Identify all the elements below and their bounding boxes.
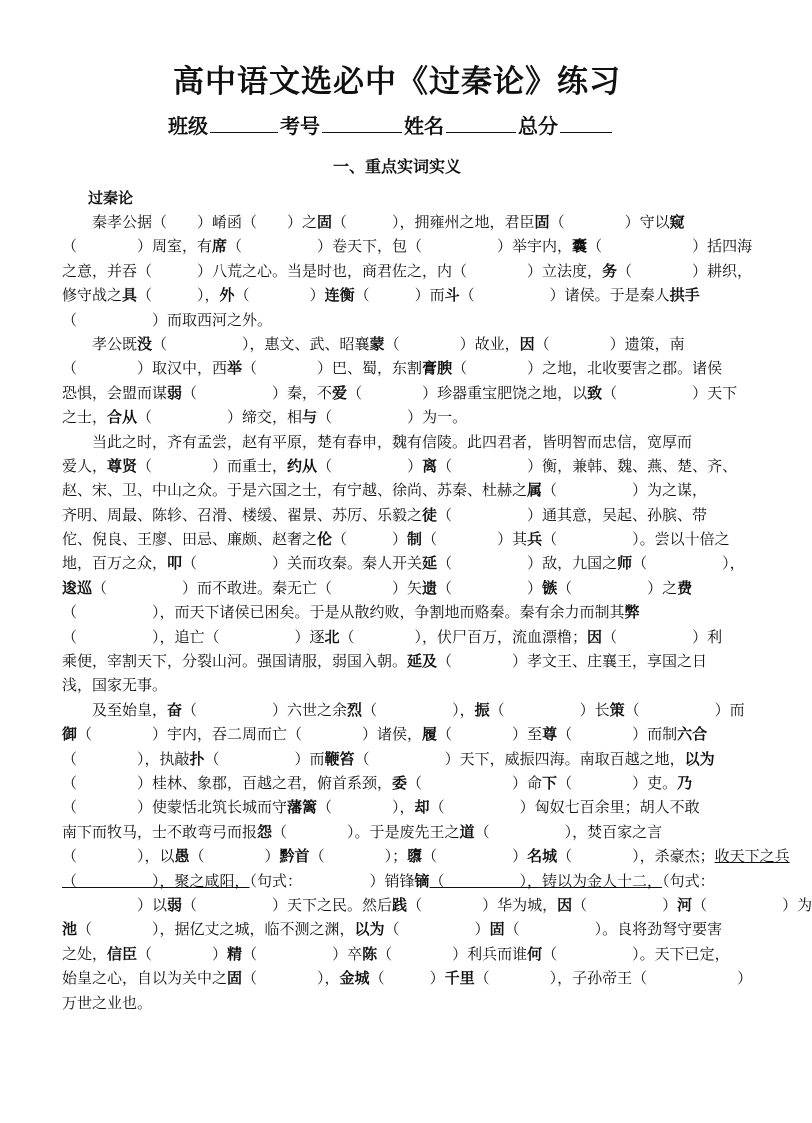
passage-text: （ ），	[362, 700, 475, 719]
key-word: 金城	[339, 969, 370, 988]
key-word: 名城	[527, 847, 558, 866]
passage-text: （ ），以	[62, 847, 175, 866]
passage-text: （ ）为之谋，	[542, 481, 708, 500]
passage-text: （ ）而	[624, 700, 745, 719]
key-word: 千里	[444, 969, 475, 988]
passage-text: 佗、倪良、王廖、田忌、廉颇、赵奢之	[62, 530, 318, 549]
key-word: 合从	[107, 408, 138, 427]
passage-text: （ ），子孙帝王（ ）	[474, 969, 753, 988]
key-word: 离	[422, 456, 438, 475]
key-word: 膏腴	[422, 359, 453, 378]
passage-line	[62, 454, 738, 478]
passage-text: （ ）为	[692, 895, 812, 914]
passage-text: 地，百万之众，	[62, 554, 168, 573]
passage-text: 爱人，	[62, 456, 108, 475]
passage-text: （ ）诸侯。于是秦人	[459, 286, 670, 305]
key-word: 策	[609, 700, 625, 719]
key-word: 约从	[287, 456, 318, 475]
passage-text: （ ）而取西河之外。	[62, 310, 273, 329]
passage-text: 孝公既	[62, 334, 138, 353]
key-word: 镞	[542, 578, 558, 597]
passage-text: （ ），	[317, 798, 415, 817]
key-word: 乃	[677, 773, 693, 792]
passage-text: 乘便，宰割天下，分裂山河。强国请服，弱国入朝。	[62, 652, 408, 671]
passage-line	[62, 381, 738, 405]
passage-text: （ ），而天下诸侯已困矣。于是从散约败，争割地而赂秦。秦有余力而制其	[62, 603, 625, 622]
passage-line	[62, 332, 738, 356]
key-word: 因	[587, 627, 603, 646]
passage-line	[62, 283, 738, 307]
key-word: 固	[534, 213, 550, 231]
passage-line	[62, 844, 790, 868]
passage-line	[62, 722, 738, 746]
passage-text: （ ）吏。	[557, 773, 678, 792]
key-word: 池	[62, 920, 78, 939]
key-word: 爱	[332, 383, 348, 402]
key-word: 六合	[677, 725, 708, 744]
passage-text: （ ），	[632, 554, 745, 573]
passage-text: （ ）敌，九国之	[437, 554, 618, 573]
passage-text: （ ）故业，	[384, 334, 520, 353]
key-word: 师	[617, 554, 633, 573]
passage-text: （ ）卒	[242, 944, 363, 963]
passage-text: （ ），追亡（ ）逐	[62, 627, 325, 646]
passage-line	[62, 747, 738, 771]
passage-text: （ ）长	[489, 700, 610, 719]
key-word: 却	[414, 798, 430, 817]
passage-text: （ ）利兵而谁	[377, 944, 528, 963]
key-word: 延	[422, 554, 438, 573]
passage-text: （ ）为一。	[317, 408, 468, 427]
key-word: 属	[527, 481, 543, 500]
key-word: 河	[677, 895, 693, 914]
passage-text: 始皇之心，自以为关中之	[62, 969, 228, 988]
passage-text: （ ），聚之咸阳，	[62, 871, 250, 890]
key-word: 烈	[347, 700, 363, 719]
passage-text: （ ）卷天下，包（ ）举宇内，	[227, 237, 573, 256]
passage-text: （ ）	[437, 578, 543, 597]
passage-text: （ ）	[422, 847, 528, 866]
passage-text: （ ）而	[204, 749, 325, 768]
passage-line	[62, 625, 738, 649]
key-word: 镝	[414, 871, 430, 890]
page-title: 高中语文选必中《过秦论》练习	[173, 64, 621, 100]
passage-text: （ ）之地，北收要害之郡。诸侯	[452, 359, 723, 378]
passage-line	[62, 259, 753, 283]
passage-text: （ ）守以	[549, 213, 670, 231]
key-word: 振	[474, 700, 490, 719]
passage-line	[62, 917, 738, 941]
passage-text: （ ）	[189, 847, 280, 866]
passage-text: （ ）匈奴七百余里；胡人不敢	[429, 798, 700, 817]
passage-text: （ ）天下	[602, 383, 738, 402]
passage-text: （ ）珍器重宝肥饶之地，以	[347, 383, 588, 402]
passage-text: （ ），铸以为金人十二，	[429, 871, 663, 890]
key-word: 连衡	[324, 286, 355, 305]
key-word: 信臣	[107, 944, 138, 963]
passage-text: （ ），拥雍州之地，君臣	[332, 213, 535, 231]
score-blank[interactable]	[560, 114, 612, 133]
passage-line	[62, 551, 745, 575]
passage-text: （ ）利	[602, 627, 723, 646]
passage-text: 恐惧，会盟而谋	[62, 383, 168, 402]
passage-line	[62, 308, 738, 332]
class-blank[interactable]	[210, 114, 278, 133]
passage-text: （ ）	[137, 944, 228, 963]
key-word: 囊	[572, 237, 588, 256]
key-word: 鞭笞	[324, 749, 355, 768]
passage-text: （ ）命	[407, 773, 543, 792]
passage-text: （ ），	[242, 969, 340, 988]
passage-text: （ ）。天下已定，	[542, 944, 730, 963]
key-word: 怨	[257, 822, 273, 841]
passage-text: 之处，	[62, 944, 108, 963]
exam-no-blank[interactable]	[322, 114, 402, 133]
student-info-line	[168, 110, 638, 139]
score-label: 总分	[518, 114, 558, 138]
passage-text: （ ），焚百家之言	[474, 822, 663, 841]
key-word: 斗	[444, 286, 460, 305]
passage-text: （ ）巴、蜀，东割	[242, 359, 423, 378]
key-word: 隳	[407, 847, 423, 866]
passage-line	[62, 966, 753, 990]
passage-line	[62, 600, 738, 624]
passage-text: （句式：	[662, 871, 715, 890]
passage-text: （ ）。尝以十倍之	[542, 530, 730, 549]
passage-line	[62, 795, 738, 819]
key-word: 举	[227, 359, 243, 378]
passage-text: （ ），惠文、武、昭襄	[152, 334, 370, 353]
key-word: 固	[317, 213, 333, 231]
passage-text: （ ）	[369, 969, 445, 988]
passage-text: （ ）其	[422, 530, 528, 549]
passage-text: （ ）而不敢进。秦无亡（ ）矢	[92, 578, 423, 597]
key-word: 以为	[354, 920, 385, 939]
name-blank[interactable]	[446, 114, 516, 133]
passage-text: 浅，国家无事。	[62, 676, 168, 695]
passage-text: （ ）孝文王、庄襄王，享国之日	[437, 652, 708, 671]
key-word: 因	[519, 334, 535, 353]
passage-text: 收天下之兵	[714, 847, 790, 866]
passage-line	[62, 942, 738, 966]
passage-text: 秦孝公据（ ）崤函（ ）之	[62, 213, 318, 231]
passage-text: 南下而牧马，士不敢弯弓而报	[62, 822, 258, 841]
key-word: 精	[227, 944, 243, 963]
key-word: 藩篱	[287, 798, 318, 817]
passage-text: （句式： ）销锋	[249, 871, 415, 890]
key-word: 下	[542, 773, 558, 792]
passage-text: 修守战之	[62, 286, 123, 305]
passage-text: （ ），据亿丈之城，临不测之渊，	[77, 920, 355, 939]
key-word: 委	[392, 773, 408, 792]
exam-no-label: 考号	[280, 114, 320, 138]
key-word: 窥	[669, 213, 685, 231]
passage-text: （ ）。于是废先王之	[272, 822, 460, 841]
key-word: 徒	[422, 505, 438, 524]
passage-line	[62, 771, 738, 795]
key-word: 蒙	[369, 334, 385, 353]
passage-text: （ ）而	[354, 286, 445, 305]
key-word: 弱	[167, 383, 183, 402]
passage-text: 齐明、周最、陈轸、召滑、楼缓、翟景、苏厉、乐毅之	[62, 505, 423, 524]
key-word: 具	[122, 286, 138, 305]
passage-text: （ ）使蒙恬北筑长城而守	[62, 798, 288, 817]
key-word: 愚	[174, 847, 190, 866]
passage-text: （ ）；	[309, 847, 408, 866]
passage-text: （ ）。良将劲弩守要害	[504, 920, 723, 939]
key-word: 陈	[362, 944, 378, 963]
key-word: 拱手	[669, 286, 700, 305]
key-word: 遗	[422, 578, 438, 597]
key-word: 制	[407, 530, 423, 549]
passage-text: （ ），杀豪杰；	[557, 847, 715, 866]
passage-text: 之意，并吞（ ）八荒之心。当是时也，商君佐之，内（ ）立法度，	[62, 261, 603, 280]
key-word: 道	[459, 822, 475, 841]
section-title: 一、重点实词实义	[332, 157, 461, 176]
key-word: 固	[227, 969, 243, 988]
passage-text: （ ）至	[437, 725, 543, 744]
passage-line	[62, 893, 812, 917]
key-word: 与	[302, 408, 318, 427]
passage-text: （ ）	[384, 920, 490, 939]
passage-text: （ ）	[572, 895, 678, 914]
key-word: 叩	[167, 554, 183, 573]
passage-line	[62, 356, 738, 380]
passage-text: （ ）天下，威振四海。南取百越之地，	[354, 749, 685, 768]
passage-text: （ ），	[137, 286, 220, 305]
key-word: 尊	[542, 725, 558, 744]
key-word: 外	[219, 286, 235, 305]
key-word: 致	[587, 383, 603, 402]
passage-text: （ ）桂林、象郡，百越之君，俯首系颈，	[62, 773, 393, 792]
key-word: 因	[557, 895, 573, 914]
class-label: 班级	[168, 114, 208, 138]
passage-line	[62, 991, 738, 1015]
key-word: 务	[602, 261, 618, 280]
key-word: 御	[62, 725, 78, 744]
key-word: 黔首	[279, 847, 310, 866]
text-subheading: 过秦论	[88, 189, 134, 207]
key-word: 伦	[317, 530, 333, 549]
key-word: 没	[137, 334, 153, 353]
key-word: 奋	[167, 700, 183, 719]
passage-text: （ ）宇内，吞二周而亡（ ）诸侯，	[77, 725, 423, 744]
key-word: 弊	[624, 603, 640, 622]
key-word: 扑	[189, 749, 205, 768]
passage-text: （ ）	[332, 530, 408, 549]
key-word: 何	[527, 944, 543, 963]
passage-text: （ ）缔交，相	[137, 408, 303, 427]
key-word: 逡巡	[62, 578, 93, 597]
passage-line	[62, 869, 738, 893]
key-word: 席	[212, 237, 228, 256]
passage-text: （ ），执敲	[62, 749, 190, 768]
passage-text: 当此之时，齐有孟尝，赵有平原，楚有春申，魏有信陵。此四君者，皆明智而忠信，宽厚而	[62, 432, 693, 451]
passage-text: 赵、宋、卫、中山之众。于是六国之士，有宁越、徐尚、苏秦、杜赫之	[62, 481, 528, 500]
passage-text: （ ）通其意，吴起、孙膑、带	[437, 505, 708, 524]
passage-text: （ ）之	[557, 578, 678, 597]
passage-text: 及至始皇，	[62, 700, 168, 719]
passage-text: 之士，	[62, 408, 108, 427]
key-word: 以为	[684, 749, 715, 768]
passage-line	[62, 576, 738, 600]
passage-text: （ ）	[234, 286, 325, 305]
passage-text: （ ）关而攻秦。秦人开关	[182, 554, 423, 573]
key-word: 延及	[407, 652, 438, 671]
key-word: 兵	[527, 530, 543, 549]
passage-line	[62, 503, 738, 527]
passage-line	[62, 210, 738, 234]
passage-text: （ ）天下之民。然后	[182, 895, 393, 914]
passage-text: （ ）六世之余	[182, 700, 348, 719]
key-word: 固	[489, 920, 505, 939]
name-label: 姓名	[404, 114, 444, 138]
key-word: 费	[677, 578, 693, 597]
passage-line	[62, 234, 753, 258]
key-word: 尊贤	[107, 456, 138, 475]
passage-line	[62, 649, 738, 673]
passage-text: （ ）遗策，南	[534, 334, 685, 353]
key-word: 北	[324, 627, 340, 646]
key-word: 践	[392, 895, 408, 914]
passage-text: （ ）	[317, 456, 423, 475]
passage-text: （ ）秦，不	[182, 383, 333, 402]
key-word: 弱	[167, 895, 183, 914]
passage-text: （ ）周室，有	[62, 237, 213, 256]
passage-line	[62, 673, 738, 697]
passage-text: （ ）衡，兼韩、魏、燕、楚、齐、	[437, 456, 738, 475]
passage-text: （ ），伏尸百万，流血漂橹；	[339, 627, 588, 646]
passage-text: （ ）耕织，	[617, 261, 753, 280]
passage-body	[62, 210, 812, 1015]
passage-text: 万世之业也。	[62, 993, 153, 1012]
passage-text: （ ）而重士，	[137, 456, 288, 475]
passage-line	[62, 405, 738, 429]
passage-line	[62, 430, 738, 454]
passage-line	[62, 478, 738, 502]
key-word: 履	[422, 725, 438, 744]
passage-line	[62, 698, 745, 722]
passage-text: ）以	[62, 895, 168, 914]
passage-line	[62, 527, 738, 551]
passage-text: （ ）而制	[557, 725, 678, 744]
passage-line	[62, 820, 738, 844]
passage-text: （ ）华为城，	[407, 895, 558, 914]
passage-text: （ ）括四海	[587, 237, 753, 256]
passage-text: （ ）取汉中，西	[62, 359, 228, 378]
